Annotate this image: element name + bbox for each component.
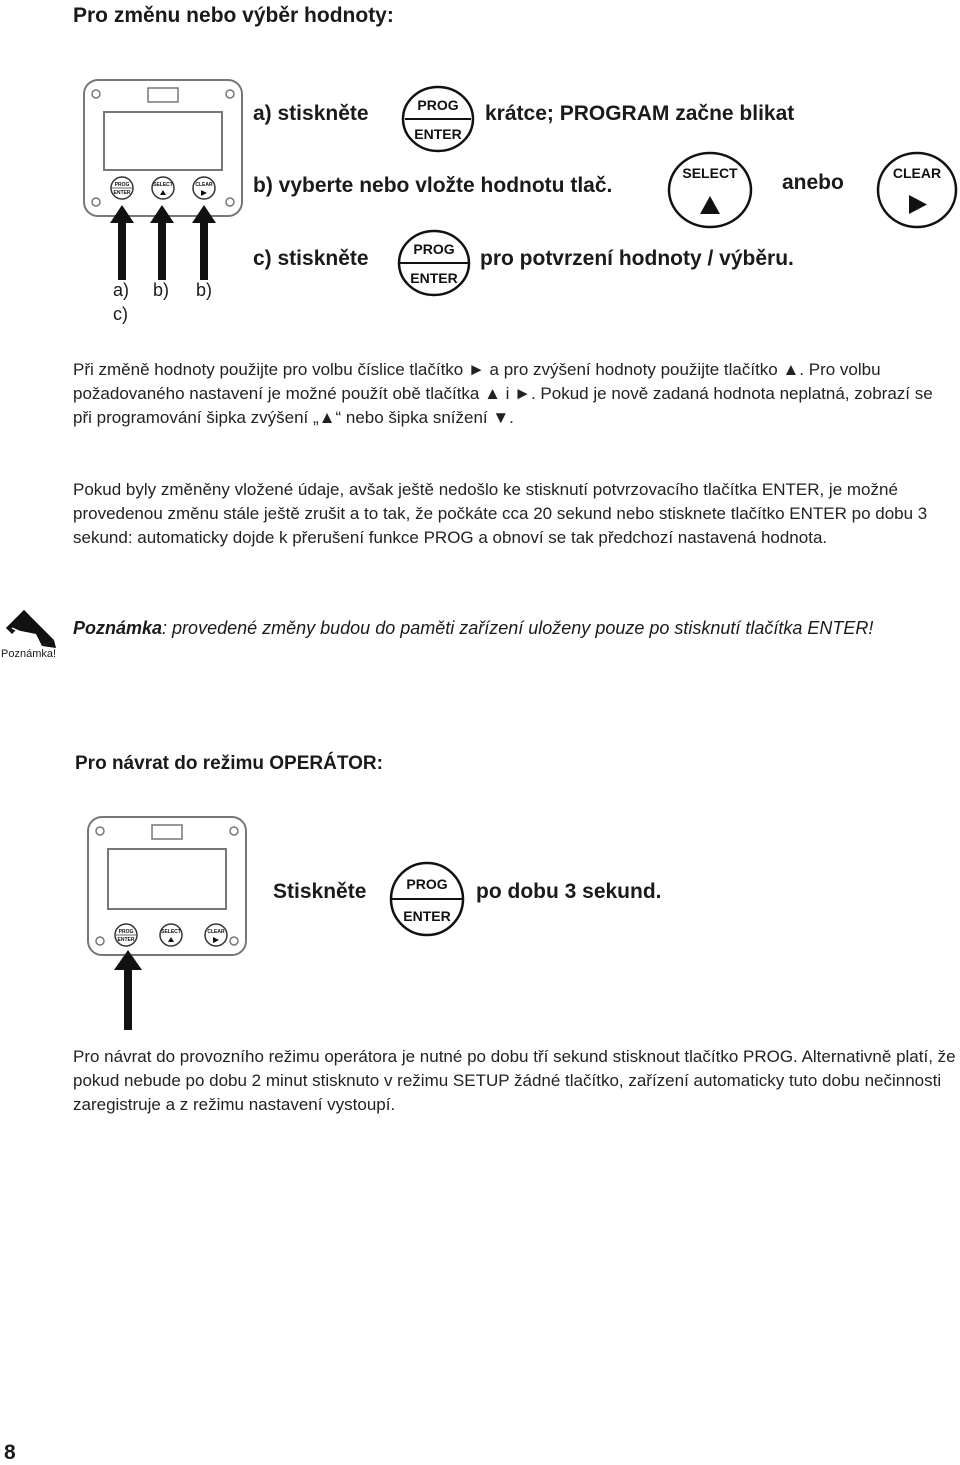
- svg-text:ENTER: ENTER: [117, 937, 135, 943]
- prog-enter-button-icon: [396, 228, 472, 298]
- svg-text:PROG: PROG: [413, 241, 455, 257]
- clear-right-button-icon: [875, 150, 959, 230]
- note-body: : provedené změny budou do paměti zařízení uloženy pouze po stisknutí tlačítka ENTER!: [162, 618, 874, 638]
- return-instruction-prefix: Stiskněte: [273, 880, 367, 903]
- section-heading-change-value: Pro změnu nebo výběr hodnoty:: [73, 4, 394, 27]
- pointer-arrows: [104, 205, 224, 280]
- arrow-label-b: b): [196, 280, 213, 300]
- device-clear-button: [205, 924, 227, 946]
- svg-text:CLEAR: CLEAR: [892, 165, 942, 181]
- paragraph-value-buttons: Při změně hodnoty použijte pro volbu číslice tlačítko ► a pro zvýšení hodnoty použijte tlačítko ▲. Pro volbu požadovaného nastavení je možné použít obě tlačítka ▲ i ►. Pokud je nově zadaná hodnota neplatná, zobrazí se při programování šipka zvýšení „▲“ nebo šipka snížení ▼.: [73, 360, 933, 427]
- arrow-up-icon: [192, 205, 216, 280]
- or-text: anebo: [782, 171, 844, 194]
- section-heading-operator: Pro návrat do režimu OPERÁTOR:: [75, 753, 383, 774]
- svg-text:PROG: PROG: [114, 182, 130, 188]
- svg-text:PROG: PROG: [417, 97, 459, 113]
- arrow-label-b: b): [153, 280, 170, 300]
- svg-text:ENTER: ENTER: [113, 190, 131, 196]
- select-up-button-icon: [666, 150, 754, 230]
- step-b-text: b) vyberte nebo vložte hodnotu tlač.: [253, 174, 613, 197]
- arrow-label-c: c): [113, 304, 128, 324]
- prog-enter-button-icon: [388, 860, 466, 938]
- svg-text:ENTER: ENTER: [403, 908, 451, 924]
- device-prog-button: [111, 177, 133, 199]
- svg-text:CLEAR: CLEAR: [207, 929, 225, 935]
- device-illustration: [82, 78, 244, 218]
- svg-text:ENTER: ENTER: [414, 126, 462, 142]
- prog-enter-button-icon: [400, 84, 476, 154]
- step-a-text: a) stiskněte: [253, 102, 369, 125]
- arrow-up-icon: [110, 950, 146, 1030]
- pencil-note-icon: [2, 606, 58, 650]
- note-text: [73, 618, 873, 639]
- note-icon-label: Poznámka!: [1, 648, 57, 660]
- svg-text:PROG: PROG: [118, 929, 134, 935]
- svg-text:CLEAR: CLEAR: [195, 182, 213, 188]
- return-instruction-suffix: po dobu 3 sekund.: [476, 880, 662, 903]
- page-number: 8: [4, 1441, 16, 1464]
- step-a-suffix: krátce; PROGRAM začne blikat: [485, 102, 795, 125]
- svg-text:SELECT: SELECT: [682, 165, 738, 181]
- arrow-up-icon: [110, 205, 134, 280]
- step-c-text: c) stiskněte: [253, 247, 369, 270]
- svg-text:SELECT: SELECT: [161, 929, 181, 935]
- paragraph-cancel-change: Pokud byly změněny vložené údaje, avšak ještě nedošlo ke stisknutí potvrzovacího tlačítka ENTER, je možné provedenou změnu stále ještě zrušit a to tak, že počkáte cca 20 sekund nebo stisknete tlačítko ENTER po dobu 3 sekund: automaticky dojde k přerušení funkce PROG a obnoví se tak předchozí nastavená hodnota.: [73, 480, 928, 547]
- arrow-up-icon: [150, 205, 174, 280]
- paragraph-operator-return: Pro návrat do provozního režimu operátora je nutné po dobu tří sekund stisknout tlačítko PROG. Alternativně platí, že pokud nebude po dobu 2 minut stisknuto v režimu SETUP žádné tlačítko, zařízení automaticky tuto dobu nečinnosti zaregistruje a z režimu nastavení vystoupí.: [73, 1047, 956, 1114]
- device-illustration: [86, 815, 248, 957]
- svg-text:SELECT: SELECT: [153, 182, 173, 188]
- device-select-button: [152, 177, 174, 199]
- svg-text:PROG: PROG: [406, 876, 448, 892]
- svg-text:ENTER: ENTER: [410, 270, 458, 286]
- arrow-label-a: a): [113, 280, 130, 300]
- device-prog-button: [115, 924, 137, 946]
- step-c-suffix: pro potvrzení hodnoty / výběru.: [480, 247, 794, 270]
- device-clear-button: [193, 177, 215, 199]
- device-select-button: [160, 924, 182, 946]
- note-bold-label: Poznámka: [73, 618, 163, 638]
